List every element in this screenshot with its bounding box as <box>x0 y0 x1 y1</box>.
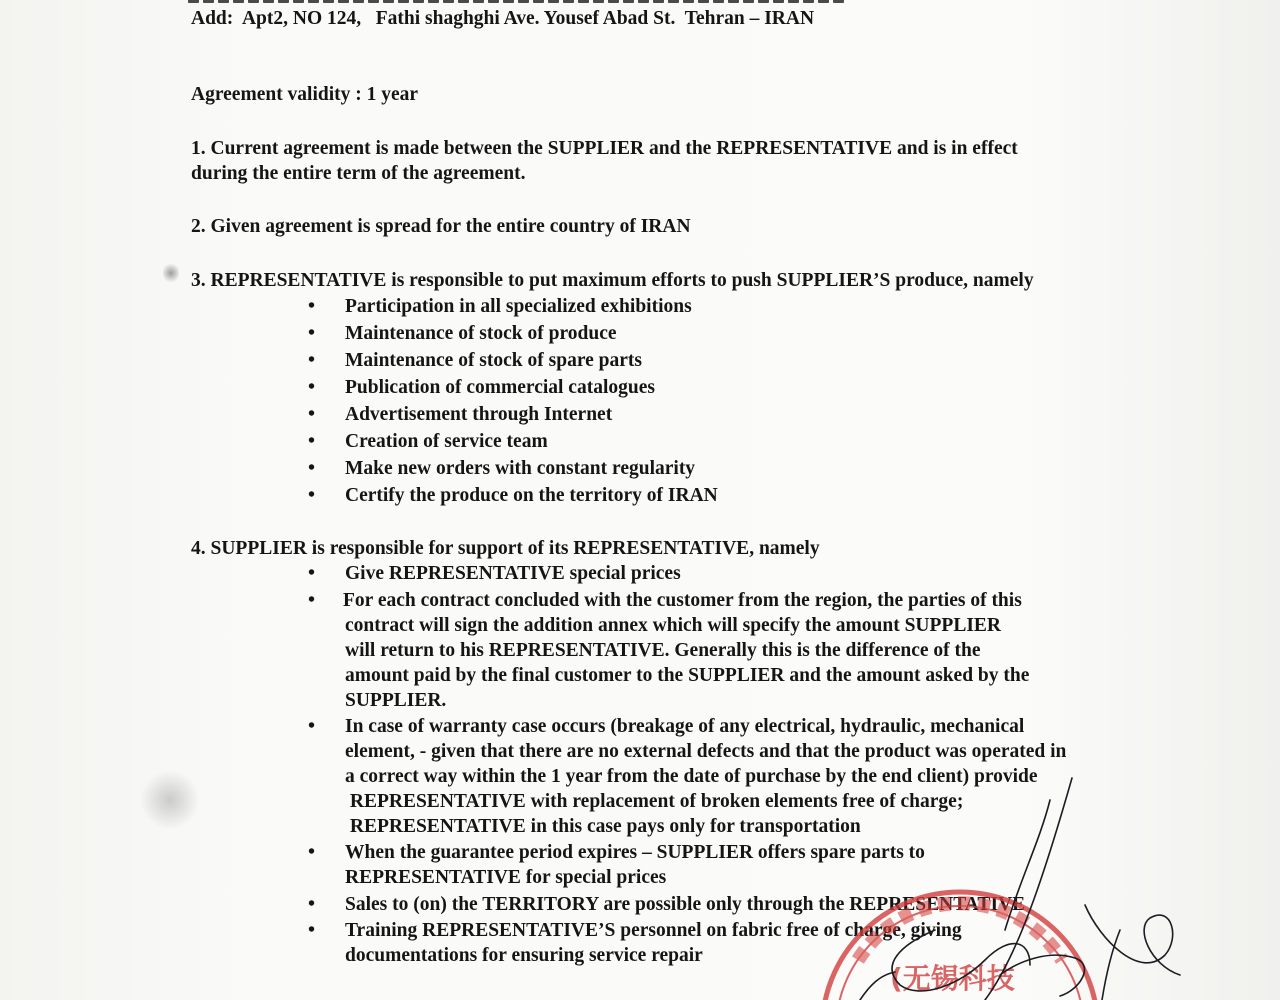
list-item <box>191 892 1181 917</box>
scan-smudge <box>163 262 179 284</box>
list-item <box>191 840 1181 890</box>
agreement-body <box>191 6 1181 968</box>
seal-text: (无锡科技 <box>890 962 1015 995</box>
list-item-line: • Training REPRESENTATIVE’S personnel on fabric free of charge, giving <box>345 920 962 941</box>
list-item-text: • Maintenance of stock of produce <box>345 323 617 344</box>
list-item-text: • Maintenance of stock of spare parts <box>345 350 642 371</box>
list-item <box>191 918 1181 968</box>
list-item-line: REPRESENTATIVE for special prices <box>345 867 667 888</box>
list-item-line: SUPPLIER. <box>345 690 447 711</box>
list-item <box>191 561 1181 586</box>
clause-1 <box>191 136 1181 186</box>
list-item <box>191 347 1181 374</box>
list-item-text: • Certify the produce on the territory of IRAN <box>345 485 718 506</box>
list-item-line: documentations for ensuring service repair <box>345 945 703 966</box>
list-item-text: • Sales to (on) the TERRITORY are possible only through the REPRESENTATIVE <box>345 894 1026 915</box>
clause-3-heading: 3. REPRESENTATIVE is responsible to put maximum efforts to push SUPPLIER’S produce, namely <box>191 270 1034 291</box>
list-item <box>191 482 1181 509</box>
clause-4 <box>191 536 1181 968</box>
list-item-line: a correct way within the 1 year from the date of purchase by the end client) provide <box>345 766 1038 787</box>
list-item <box>191 588 1181 713</box>
clause-4-heading: 4. SUPPLIER is responsible for support of its REPRESENTATIVE, namely <box>191 538 820 559</box>
list-item-line: element, - given that there are no external defects and that the product was operated in <box>345 741 1067 762</box>
list-item-text: • Give REPRESENTATIVE special prices <box>345 563 681 584</box>
list-item-line: will return to his REPRESENTATIVE. Generally this is the difference of the <box>345 640 981 661</box>
list-item-line: contract will sign the addition annex which will specify the amount SUPPLIER <box>345 615 1002 636</box>
cut-off-top-line <box>188 0 888 2</box>
list-item-line: • In case of warranty case occurs (breakage of any electrical, hydraulic, mechanical <box>345 716 1025 737</box>
list-item <box>191 428 1181 455</box>
list-item-text: • Participation in all specialized exhibitions <box>345 296 692 317</box>
clause-2: 2. Given agreement is spread for the entire country of IRAN <box>191 216 691 237</box>
list-item-text: • Advertisement through Internet <box>345 404 613 425</box>
list-item <box>191 455 1181 482</box>
address-line: Add: Apt2, NO 124, Fathi shaghghi Ave. Yousef Abad St. Tehran – IRAN <box>191 8 815 29</box>
list-item-text: • Make new orders with constant regularity <box>345 458 696 479</box>
clause-3 <box>191 268 1181 509</box>
list-item-line: amount paid by the final customer to the SUPPLIER and the amount asked by the <box>345 665 1030 686</box>
list-item-line: • For each contract concluded with the customer from the region, the parties of this <box>343 590 1022 611</box>
list-item <box>191 293 1181 320</box>
clause-4-list <box>191 561 1181 968</box>
list-item-text: • Creation of service team <box>345 431 548 452</box>
agreement-validity: Agreement validity : 1 year <box>191 84 419 105</box>
list-item <box>191 401 1181 428</box>
list-item-line: • When the guarantee period expires – SUPPLIER offers spare parts to <box>345 842 925 863</box>
list-item-line: REPRESENTATIVE with replacement of broken elements free of charge; <box>345 791 964 812</box>
clause-1-line-2: during the entire term of the agreement. <box>191 163 526 184</box>
list-item <box>191 714 1181 839</box>
clause-3-list <box>191 293 1181 509</box>
list-item-text: • Publication of commercial catalogues <box>345 377 655 398</box>
list-item <box>191 320 1181 347</box>
clause-1-line-1: 1. Current agreement is made between the SUPPLIER and the REPRESENTATIVE and is in effect <box>191 138 1018 159</box>
list-item <box>191 374 1181 401</box>
list-item-line: REPRESENTATIVE in this case pays only for transportation <box>345 816 861 837</box>
